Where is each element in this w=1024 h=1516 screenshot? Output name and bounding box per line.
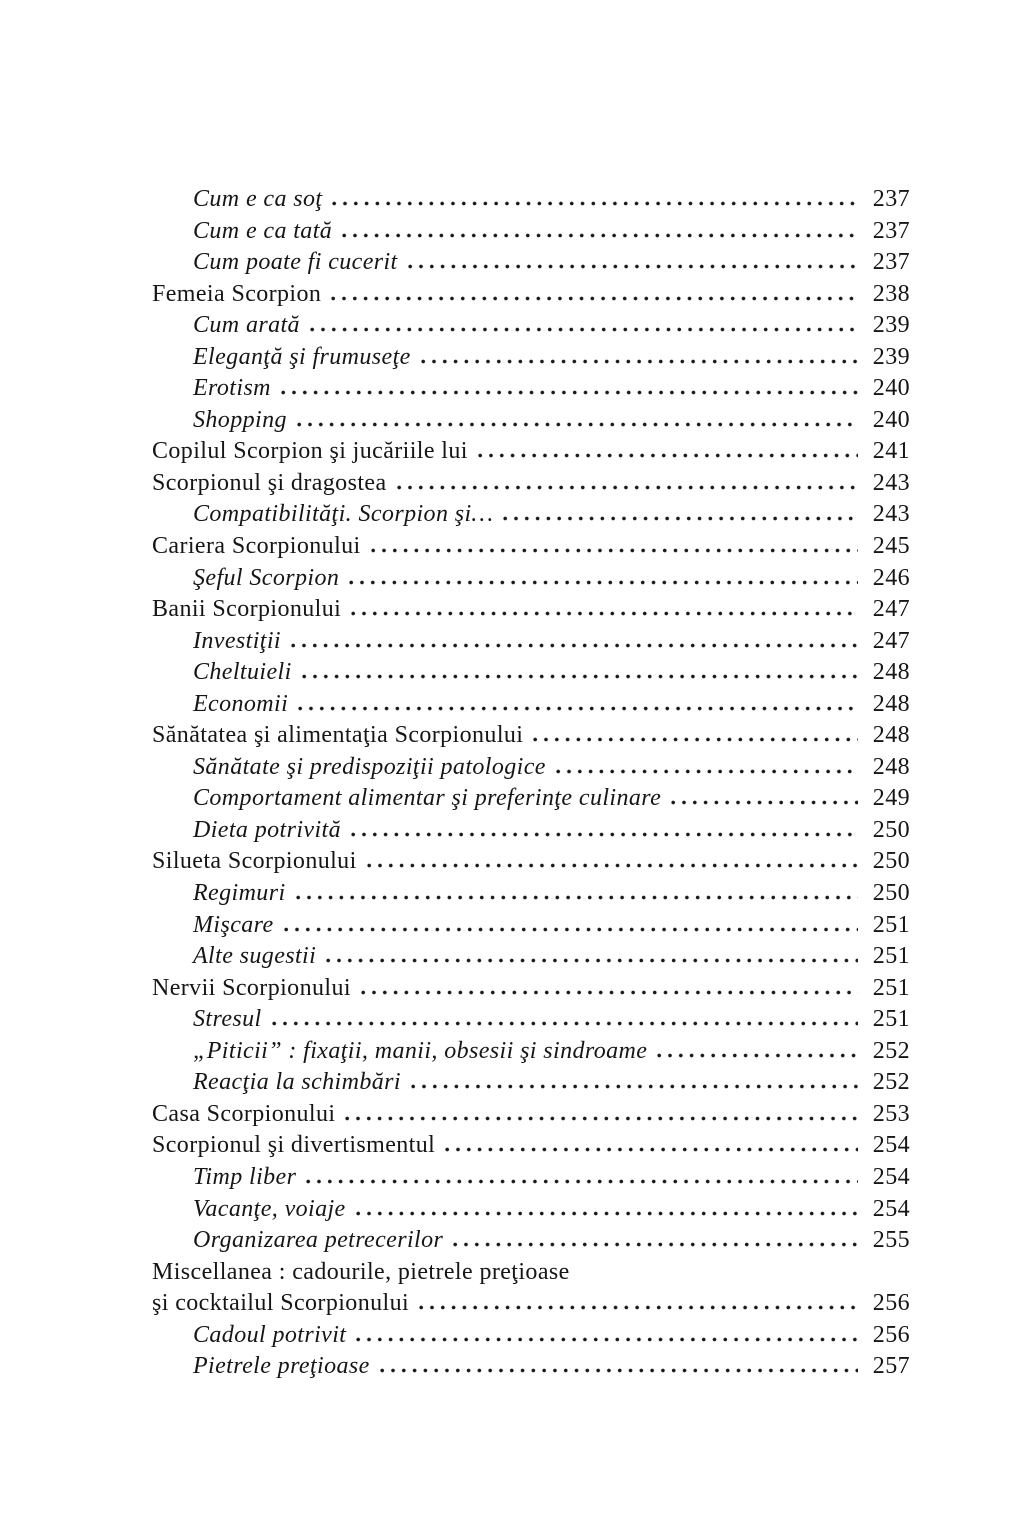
dot-leader	[367, 863, 858, 868]
toc-list	[152, 186, 910, 1385]
toc-entry-page: 251	[872, 943, 910, 970]
dot-leader	[349, 580, 858, 585]
toc-entry-page: 246	[872, 564, 910, 591]
toc-entry	[152, 344, 910, 376]
toc-entry-title: Cheltuieli	[193, 659, 292, 686]
toc-entry-page: 237	[872, 217, 910, 244]
dot-leader	[671, 800, 858, 805]
toc-entry	[152, 785, 910, 817]
toc-entry-title: Stresul	[193, 1006, 262, 1033]
dot-leader	[421, 359, 858, 364]
dot-leader	[291, 643, 858, 648]
toc-entry-page: 248	[872, 659, 910, 686]
toc-entry-page: 239	[872, 312, 910, 339]
toc-entry-page: 240	[872, 375, 910, 402]
toc-entry-page: 247	[872, 596, 910, 623]
toc-entry	[152, 943, 910, 975]
toc-entry-page: 251	[872, 1006, 910, 1033]
toc-entry	[152, 249, 910, 281]
toc-entry	[152, 628, 910, 660]
toc-entry	[152, 1164, 910, 1196]
toc-entry-title: Alte sugestii	[193, 943, 317, 970]
toc-entry	[152, 848, 910, 880]
toc-entry-page: 238	[872, 280, 910, 307]
toc-entry-page: 254	[872, 1132, 910, 1159]
dot-leader	[657, 1053, 858, 1058]
dot-leader	[419, 1305, 858, 1310]
toc-entry-title: Cum poate fi cucerit	[193, 249, 398, 276]
toc-entry	[152, 659, 910, 691]
toc-entry-title: Scorpionul şi dragostea	[152, 469, 387, 496]
toc-entry-title: Femeia Scorpion	[152, 280, 322, 307]
toc-entry-page: 247	[872, 627, 910, 654]
toc-entry-page: 256	[872, 1321, 910, 1348]
toc-entry-title: şi cocktailul Scorpionului	[152, 1290, 410, 1317]
toc-entry-title: Organizarea petrecerilor	[193, 1227, 444, 1254]
toc-entry	[152, 1196, 910, 1228]
toc-entry-page: 243	[872, 501, 910, 528]
toc-entry	[152, 470, 910, 502]
toc-entry-page: 245	[872, 533, 910, 560]
dot-leader	[380, 1368, 858, 1373]
toc-entry-title: Cum arată	[193, 312, 300, 339]
toc-entry-title: Cum e ca tată	[193, 217, 333, 244]
toc-entry	[152, 1353, 910, 1385]
toc-entry-title: Şeful Scorpion	[193, 564, 340, 591]
toc-entry	[152, 754, 910, 786]
dot-leader	[302, 674, 858, 679]
toc-entry	[152, 1132, 910, 1164]
toc-entry-title: Sănătatea şi alimentaţia Scorpionului	[152, 722, 524, 749]
dot-leader	[503, 516, 858, 521]
dot-leader	[331, 296, 858, 301]
toc-entry-page: 248	[872, 690, 910, 717]
toc-entry-page: 239	[872, 343, 910, 370]
toc-entry-title: Scorpionul şi divertismentul	[152, 1132, 436, 1159]
toc-entry-title: Silueta Scorpionului	[152, 848, 357, 875]
dot-leader	[356, 1211, 858, 1216]
dot-leader	[284, 927, 858, 932]
dot-leader	[345, 1116, 858, 1121]
toc-entry-page: 254	[872, 1195, 910, 1222]
dot-leader	[342, 233, 858, 238]
toc-entry-page: 249	[872, 785, 910, 812]
dot-leader	[533, 737, 858, 742]
toc-entry-title: Regimuri	[193, 880, 286, 907]
toc-entry	[152, 1322, 910, 1354]
dot-leader	[332, 201, 858, 206]
toc-entry-page: 243	[872, 469, 910, 496]
dot-leader	[298, 706, 858, 711]
dot-leader	[397, 485, 859, 490]
toc-entry	[152, 912, 910, 944]
toc-entry-title: Banii Scorpionului	[152, 596, 342, 623]
toc-entry-title: Vacanţe, voiaje	[193, 1195, 346, 1222]
toc-entry	[152, 1069, 910, 1101]
toc-entry-title: Reacţia la schimbări	[193, 1069, 401, 1096]
toc-entry	[152, 722, 910, 754]
dot-leader	[478, 453, 858, 458]
toc-entry-page: 240	[872, 406, 910, 433]
toc-entry	[152, 1259, 910, 1291]
toc-entry-page: 250	[872, 816, 910, 843]
toc-entry	[152, 880, 910, 912]
dot-leader	[326, 958, 858, 963]
toc-entry-title: Timp liber	[193, 1163, 297, 1190]
toc-entry-page: 241	[872, 438, 910, 465]
toc-entry-title: „Piticii” : fixaţii, manii, obsesii şi sindroame	[193, 1037, 648, 1064]
toc-entry	[152, 691, 910, 723]
dot-leader	[408, 264, 858, 269]
toc-entry-title: Economii	[193, 690, 289, 717]
dot-leader	[453, 1242, 858, 1247]
toc-entry	[152, 1227, 910, 1259]
dot-leader	[371, 548, 858, 553]
toc-entry-page: 253	[872, 1100, 910, 1127]
dot-leader	[556, 769, 858, 774]
toc-entry-title: Sănătate şi predispoziţii patologice	[193, 753, 546, 780]
toc-entry-page: 251	[872, 974, 910, 1001]
toc-entry-page: 248	[872, 722, 910, 749]
toc-entry-page: 237	[872, 249, 910, 276]
toc-entry	[152, 596, 910, 628]
toc-entry	[152, 501, 910, 533]
dot-leader	[356, 1337, 858, 1342]
dot-leader	[272, 1021, 858, 1026]
dot-leader	[351, 832, 858, 837]
toc-entry-page: 254	[872, 1163, 910, 1190]
toc-entry-title: Investiţii	[193, 627, 281, 654]
toc-entry-title: Compatibilităţi. Scorpion şi…	[193, 501, 494, 528]
toc-entry-title: Dieta potrivită	[193, 816, 341, 843]
toc-entry-title: Casa Scorpionului	[152, 1100, 336, 1127]
dot-leader	[445, 1147, 858, 1152]
toc-entry-title: Miscellanea : cadourile, pietrele preţioase	[152, 1258, 570, 1285]
toc-entry	[152, 407, 910, 439]
dot-leader	[411, 1084, 858, 1089]
toc-entry	[152, 1006, 910, 1038]
toc-entry-page: 256	[872, 1290, 910, 1317]
toc-entry-page: 251	[872, 911, 910, 938]
toc-entry-page: 248	[872, 753, 910, 780]
toc-entry	[152, 312, 910, 344]
toc-entry	[152, 281, 910, 313]
dot-leader	[351, 611, 858, 616]
toc-entry	[152, 186, 910, 218]
dot-leader	[306, 1179, 858, 1184]
toc-entry-title: Eleganţă şi frumuseţe	[193, 343, 411, 370]
toc-entry-title: Erotism	[193, 375, 271, 402]
toc-entry-title: Cariera Scorpionului	[152, 533, 361, 560]
toc-entry-title: Cum e ca soţ	[193, 186, 323, 212]
toc-entry-page: 252	[872, 1037, 910, 1064]
toc-entry-title: Cadoul potrivit	[193, 1321, 347, 1348]
toc-entry	[152, 1038, 910, 1070]
toc-entry	[152, 533, 910, 565]
toc-entry-title: Comportament alimentar şi preferinţe culinare	[193, 785, 662, 812]
dot-leader	[296, 895, 858, 900]
toc-entry-page: 237	[872, 186, 910, 212]
toc-entry-title: Mişcare	[193, 911, 274, 938]
toc-entry	[152, 817, 910, 849]
toc-entry-page: 250	[872, 880, 910, 907]
toc-entry	[152, 565, 910, 597]
toc-entry-title: Nervii Scorpionului	[152, 974, 351, 1001]
dot-leader	[361, 990, 858, 995]
toc-entry	[152, 975, 910, 1007]
toc-entry-title: Pietrele preţioase	[193, 1353, 370, 1380]
toc-entry-title: Shopping	[193, 406, 287, 433]
toc-entry	[152, 218, 910, 250]
toc-entry-title: Copilul Scorpion şi jucăriile lui	[152, 438, 468, 465]
toc-entry-page: 257	[872, 1353, 910, 1380]
toc-entry	[152, 438, 910, 470]
toc-entry-page: 250	[872, 848, 910, 875]
toc-entry	[152, 1290, 910, 1322]
dot-leader	[310, 327, 858, 332]
toc-entry-page: 255	[872, 1227, 910, 1254]
toc-entry	[152, 375, 910, 407]
toc-entry-page: 252	[872, 1069, 910, 1096]
dot-leader	[281, 390, 858, 395]
toc-entry	[152, 1101, 910, 1133]
dot-leader	[297, 422, 858, 427]
